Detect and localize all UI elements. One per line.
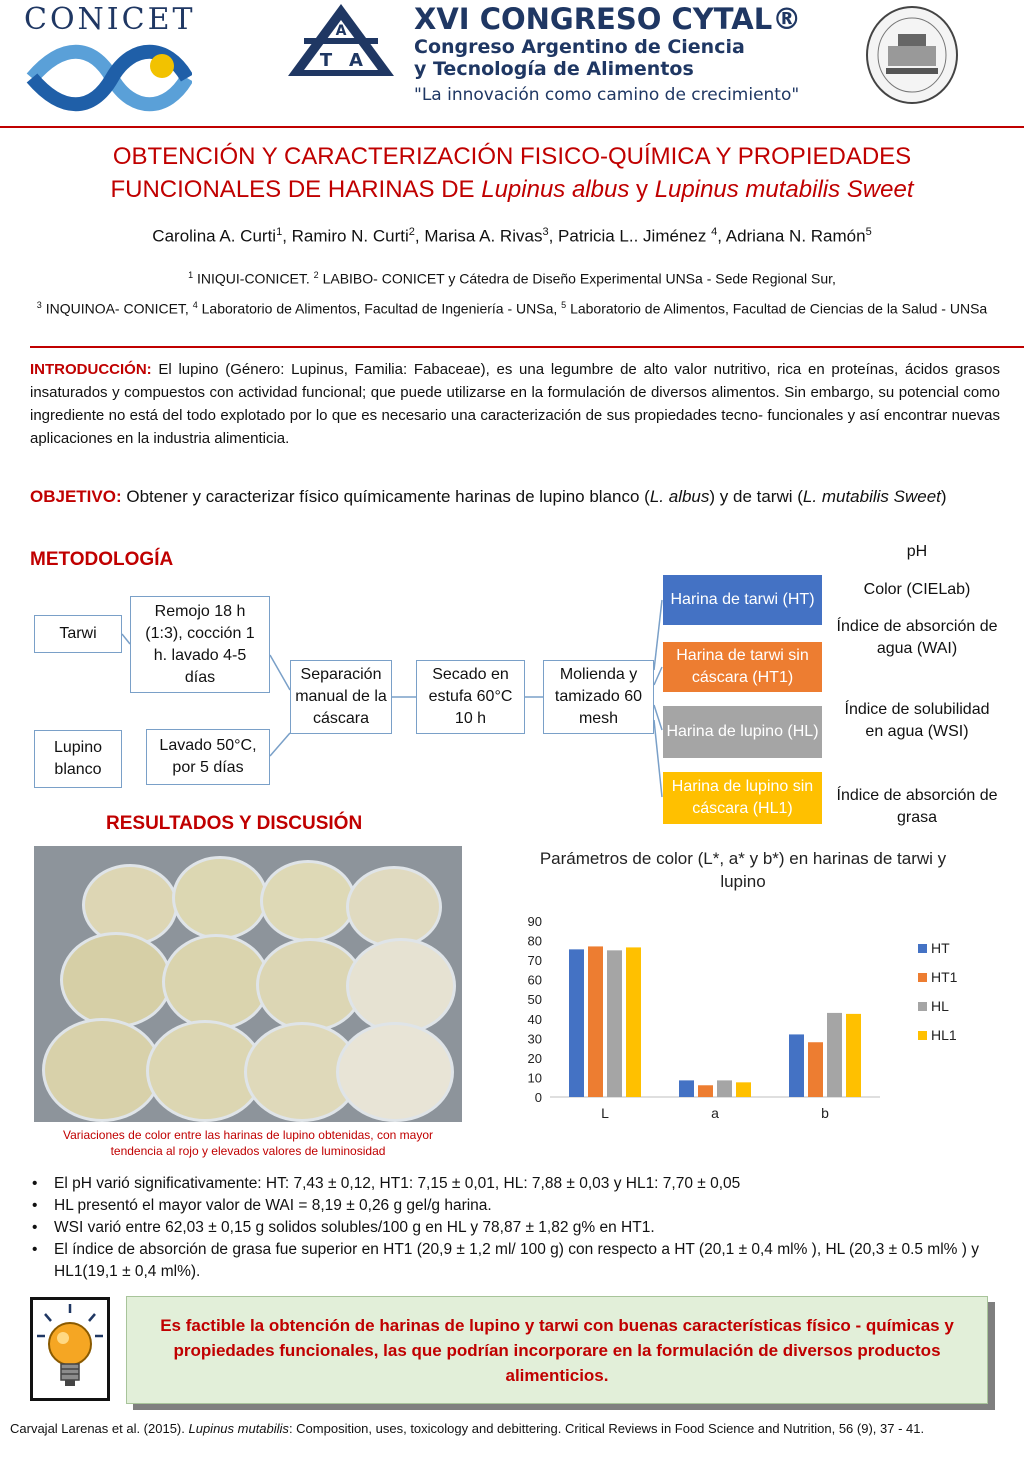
bullet-item: • HL presentó el mayor valor de WAI = 8,19 ± 0,26 g gel/g harina. — [30, 1195, 1000, 1217]
lavado-label: Lavado 50°C, por 5 días — [159, 737, 257, 776]
petri-dish — [260, 860, 356, 942]
bar-hl-l — [607, 950, 622, 1097]
bar-hl1-l — [626, 947, 641, 1097]
petri-dish — [346, 938, 456, 1034]
title-line-1: OBTENCIÓN Y CARACTERIZACIÓN FISICO-QUÍMICA Y PROPIEDADES — [112, 143, 912, 170]
author-sup: 1 — [276, 226, 283, 238]
y-tick-label: 60 — [527, 972, 542, 988]
property-fat: Índice de absorción de grasa — [836, 787, 998, 826]
flour-hl1-label: Harina de lupino sin cáscara (HL1) — [671, 778, 814, 817]
lupino-blanco-box — [34, 730, 122, 788]
bullet-item: • WSI varió entre 62,03 ± 0,15 g solidos solubles/100 g en HL y 78,87 ± 1,82 g% en HT1. — [30, 1217, 1000, 1239]
affil-sup: 3 — [36, 300, 42, 310]
tarwi-box — [34, 615, 122, 653]
congress-subtitle-line-2: y Tecnología de Alimentos — [414, 58, 694, 80]
author-5: , Adriana N. Ramón — [717, 226, 866, 246]
flour-hl-label: Harina de lupino (HL) — [666, 723, 819, 740]
conclusion-text: Es factible la obtención de harinas de lupino y tarwi con buenas características físico - químicas y propiedades funcionales, las que podrían incorporare en la formulación de diversos productos alimenticios. — [160, 1315, 954, 1385]
lavado-box — [146, 729, 270, 785]
legend-label-hl: HL — [931, 998, 949, 1014]
author-sup: 4 — [711, 226, 718, 238]
legend-swatch-hl — [918, 1002, 927, 1011]
flour-hl1-box — [663, 772, 822, 824]
petri-dishes-photo — [34, 846, 462, 1122]
bar-ht1-b — [808, 1042, 823, 1097]
objective-species-1: L. albus — [649, 487, 710, 506]
author-4: , Patricia L.. Jiménez — [548, 226, 712, 246]
flour-ht-label: Harina de tarwi (HT) — [670, 591, 815, 608]
bar-ht-b — [789, 1034, 804, 1097]
tarwi-label: Tarwi — [59, 625, 97, 642]
petri-dish — [346, 866, 442, 948]
y-tick-label: 40 — [527, 1011, 542, 1027]
author-2: , Ramiro N. Curti — [282, 226, 409, 246]
y-tick-label: 10 — [527, 1070, 542, 1086]
conclusion-box — [126, 1296, 988, 1404]
color-parameters-chart — [500, 905, 1000, 1130]
affil-sup: 4 — [192, 300, 198, 310]
intro-text: El lupino (Género: Lupinus, Familia: Fabaceae), es una legumbre de alto valor nutritivo, rica en proteínas, ácidos grasos insaturados y compuestos con actividad funcional; que puede utilizarse en la formulación de diversos alimentos. Sin embargo, su potencial como ingrediente no está del todo explotado por lo que es necesario una caracterización de sus propiedades tecno- funcionales y así encontrar nuevas aplicaciones en la industria alimenticia. — [30, 361, 1000, 447]
bar-hl1-b — [846, 1014, 861, 1097]
y-tick-label: 0 — [534, 1090, 542, 1105]
intro-label: INTRODUCCIÓN: — [30, 361, 152, 378]
bar-ht-l — [569, 949, 584, 1097]
affil-sup: 5 — [561, 300, 567, 310]
affil-text: INQUINOA- CONICET, — [41, 300, 193, 317]
bullet-item: • El pH varió significativamente: HT: 7,43 ± 0,12, HT1: 7,15 ± 0,01, HL: 7,88 ± 0,03 y HL1: 7,70 ± 0,05 — [30, 1173, 1000, 1195]
bar-ht1-l — [588, 946, 603, 1097]
bar-hl1-a — [736, 1082, 751, 1097]
x-tick-label: a — [711, 1105, 719, 1121]
title-species-2: Lupinus mutabilis Sweet — [654, 176, 914, 203]
flour-ht-box — [663, 575, 822, 625]
bar-ht-a — [679, 1080, 694, 1097]
flour-ht1-box — [663, 642, 822, 692]
lightbulb-icon — [33, 1300, 107, 1398]
author-sup: 2 — [408, 226, 415, 238]
congress-motto: "La innovación como camino de crecimiento" — [414, 85, 800, 105]
objective-label: OBJETIVO: — [30, 487, 122, 506]
property-wsi: Índice de solubilidad en agua (WSI) — [844, 701, 990, 740]
y-tick-label: 80 — [527, 933, 542, 949]
objective-species-2: L. mutabilis Sweet — [802, 487, 941, 506]
objective-text: Obtener y caracterizar físico químicamente harinas de lupino blanco ( — [121, 487, 650, 506]
flour-ht1-label: Harina de tarwi sin cáscara (HT1) — [676, 647, 809, 686]
title-prefix: FUNCIONALES DE HARINAS DE — [110, 176, 482, 203]
secado-label: Secado en estufa 60°C 10 h — [428, 666, 513, 727]
affil-text: LABIBO- CONICET y Cátedra de Diseño Experimental UNSa - Sede Regional Sur, — [318, 270, 836, 287]
y-tick-label: 20 — [527, 1050, 542, 1066]
molienda-label: Molienda y tamizado 60 mesh — [554, 666, 643, 727]
y-tick-label: 70 — [527, 953, 542, 969]
remojo-label: Remojo 18 h (1:3), cocción 1 h. lavado 4-5 días — [145, 602, 255, 686]
property-color: Color (CIELab) — [863, 581, 971, 598]
reference-italic: Lupinus mutabilis — [188, 1421, 289, 1436]
ata-letter-right: A — [349, 50, 363, 71]
title-connector: y — [629, 176, 655, 203]
petri-dish — [60, 932, 172, 1028]
legend-label-ht1: HT1 — [931, 969, 958, 985]
bar-hl-b — [827, 1013, 842, 1097]
x-tick-label: L — [601, 1105, 609, 1121]
y-tick-label: 30 — [527, 1031, 542, 1047]
petri-dish — [162, 934, 270, 1030]
reference-text: Carvajal Larenas et al. (2015). — [10, 1421, 189, 1436]
affil-text: Laboratorio de Alimentos, Facultad de Ciencias de la Salud - UNSa — [566, 300, 988, 317]
results-heading: RESULTADOS Y DISCUSIÓN — [106, 813, 363, 834]
author-3: , Marisa A. Rivas — [414, 226, 543, 246]
affil-sup: 2 — [313, 270, 319, 280]
molienda-box — [543, 660, 654, 734]
objective-text: ) — [940, 487, 947, 506]
chart-title: Parámetros de color (L*, a* y b*) en harinas de tarwi y lupino — [539, 849, 947, 891]
methodology-heading: METODOLOGÍA — [30, 549, 174, 570]
x-tick-label: b — [821, 1105, 829, 1121]
reference-text: : Composition, uses, toxicology and debittering. Critical Reviews in Food Science and Nutrition, 56 (9), 37 - 41. — [288, 1421, 925, 1436]
ata-letter-left: T — [319, 50, 333, 71]
affil-sup: 1 — [188, 270, 194, 280]
legend-swatch-ht — [918, 944, 927, 953]
y-tick-label: 50 — [527, 992, 542, 1008]
ata-letter-top: A — [335, 23, 347, 39]
legend-swatch-hl1 — [918, 1031, 927, 1040]
property-wai: Índice de absorción de agua (WAI) — [836, 618, 998, 657]
photo-caption: Variaciones de color entre las harinas de lupino obtenidas, con mayor tendencia al rojo y elevados valores de luminosidad — [63, 1128, 433, 1158]
bar-hl-a — [717, 1080, 732, 1097]
lightbulb-frame — [30, 1297, 110, 1401]
bullet-item: • El índice de absorción de grasa fue superior en HT1 (20,9 ± 1,2 ml/ 100 g) con respecto a HT (20,1 ± 0,4 ml% ), HL (20,3 ± 0.5 ml% ) y HL1(19,1 ± 0,4 ml%). — [30, 1239, 1000, 1283]
results-bullets — [30, 1173, 1000, 1283]
congress-title: XVI CONGRESO CYTAL® — [414, 2, 802, 36]
lupino-blanco-label: Lupino blanco — [53, 739, 103, 778]
congress-subtitle-line-1: Congreso Argentino de Ciencia — [414, 36, 745, 58]
affil-text: Laboratorio de Alimentos, Facultad de Ingeniería - UNSa, — [197, 300, 562, 317]
legend-label-ht: HT — [931, 940, 950, 956]
bar-ht1-a — [698, 1085, 713, 1097]
author-sup: 5 — [865, 226, 872, 238]
property-ph: pH — [906, 543, 928, 560]
legend-swatch-ht1 — [918, 973, 927, 982]
conicet-logo-text: CONICET — [24, 2, 196, 37]
petri-dish — [42, 1018, 162, 1122]
separacion-box — [290, 660, 392, 734]
objective-text: ) y de tarwi ( — [709, 487, 803, 506]
title-species-1: Lupinus albus — [481, 176, 630, 203]
y-tick-label: 90 — [527, 914, 542, 929]
flour-hl-box — [663, 706, 822, 758]
petri-dish — [172, 856, 268, 940]
secado-box — [416, 660, 525, 734]
remojo-box — [130, 596, 270, 693]
author-sup: 3 — [542, 226, 549, 238]
legend-label-hl1: HL1 — [931, 1027, 957, 1043]
reference — [10, 1420, 1000, 1438]
affil-text: INIQUI-CONICET. — [193, 270, 314, 287]
separacion-label: Separación manual de la cáscara — [295, 666, 387, 727]
petri-dish — [336, 1022, 454, 1122]
author-1: Carolina A. Curti — [152, 226, 277, 246]
